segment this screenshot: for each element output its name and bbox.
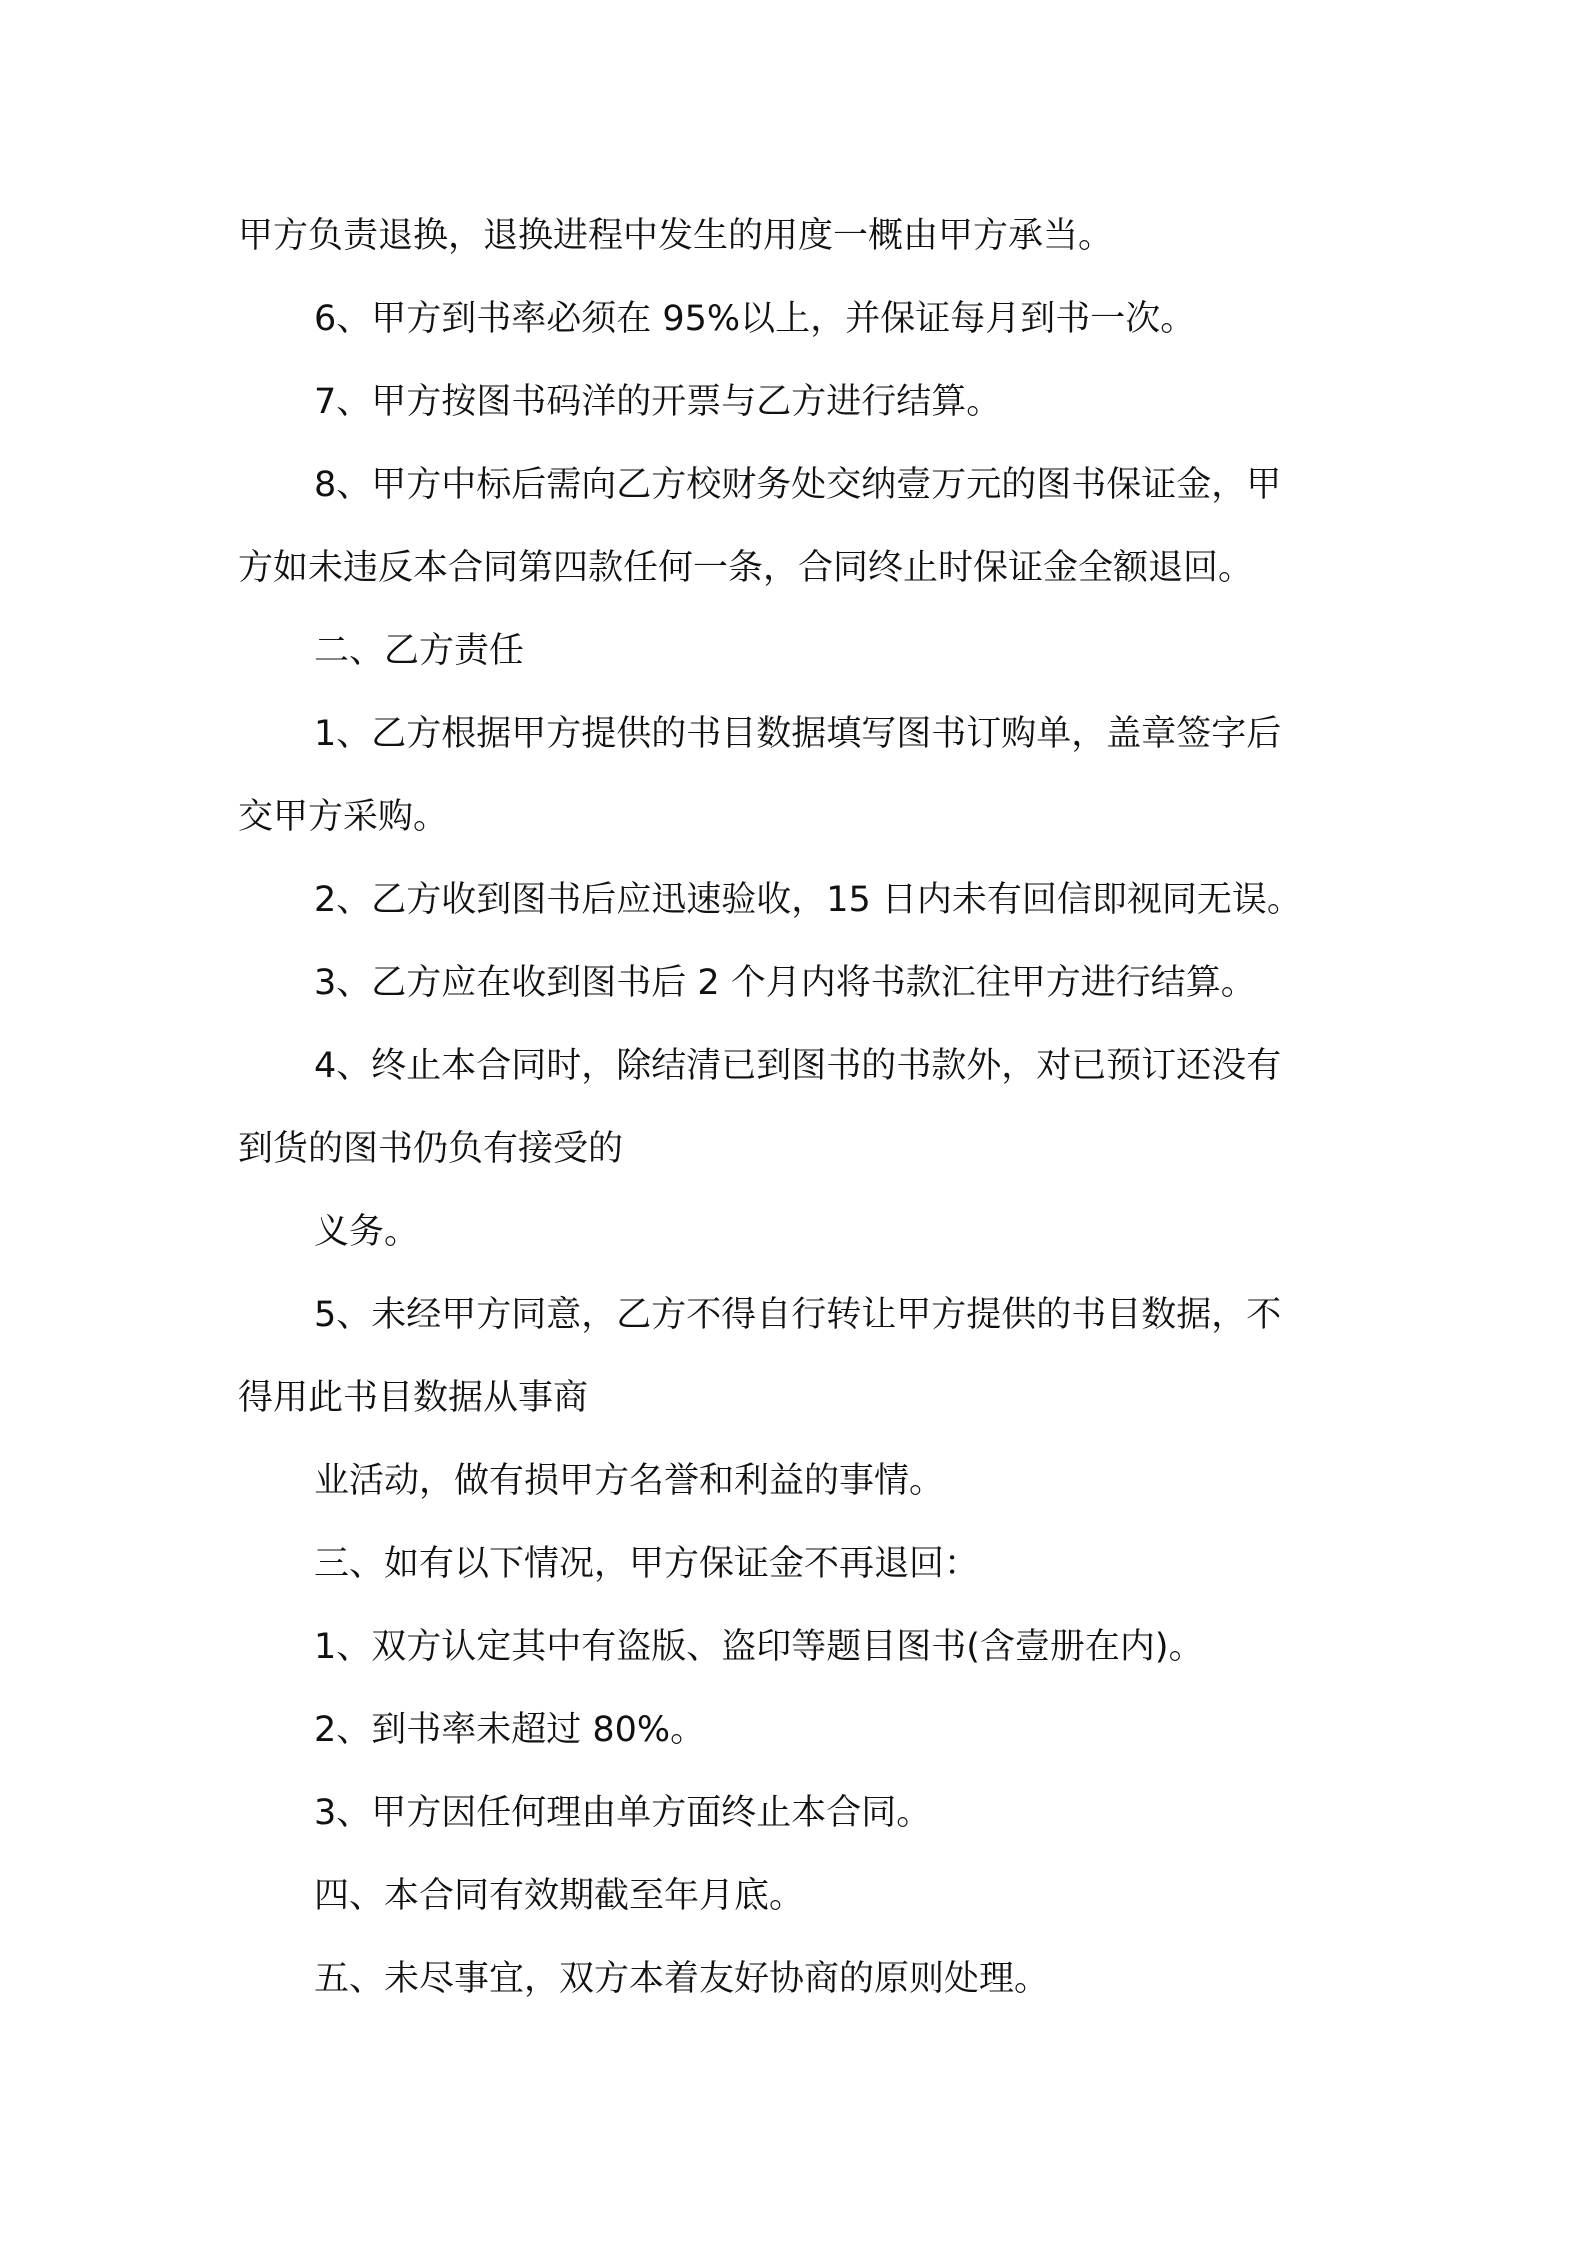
text-line-1: 甲方负责退换，退换进程中发生的用度一概由甲方承当。: [238, 216, 1114, 256]
section-heading-party-b: 二、乙方责任: [314, 631, 525, 671]
text-line-16: 业活动，做有损甲方名誉和利益的事情。: [314, 1461, 945, 1501]
text-line-9: 2、乙方收到图书后应迅速验收，15 日内未有回信即视同无误。: [314, 880, 1302, 920]
text-line-7: 1、乙方根据甲方提供的书目数据填写图书订购单，盖章签字后: [314, 714, 1282, 754]
text-line-8: 交甲方采购。: [238, 797, 449, 837]
text-line-2: 6、甲方到书率必须在 95%以上，并保证每月到书一次。: [314, 299, 1196, 339]
text-line-19: 2、到书率未超过 80%。: [314, 1710, 706, 1750]
text-line-20: 3、甲方因任何理由单方面终止本合同。: [314, 1793, 932, 1833]
text-line-4: 8、甲方中标后需向乙方校财务处交纳壹万元的图书保证金，甲: [314, 465, 1282, 505]
section-heading-deposit: 三、如有以下情况，甲方保证金不再退回：: [314, 1544, 980, 1584]
section-heading-other-matters: 五、未尽事宜，双方本着友好协商的原则处理。: [314, 1959, 1050, 1999]
text-line-10: 3、乙方应在收到图书后 2 个月内将书款汇往甲方进行结算。: [314, 963, 1256, 1003]
text-line-3: 7、甲方按图书码洋的开票与乙方进行结算。: [314, 382, 1002, 422]
section-heading-validity: 四、本合同有效期截至年月底。: [314, 1876, 805, 1916]
contract-text: [238, 195, 1358, 2021]
text-line-13: 义务。: [314, 1212, 420, 1252]
text-line-12: 到货的图书仍负有接受的: [238, 1129, 624, 1169]
text-line-18: 1、双方认定其中有盗版、盗印等题目图书(含壹册在内)。: [314, 1627, 1204, 1667]
text-line-5: 方如未违反本合同第四款任何一条，合同终止时保证金全额退回。: [238, 548, 1254, 588]
text-line-15: 得用此书目数据从事商: [238, 1378, 589, 1418]
text-line-14: 5、未经甲方同意，乙方不得自行转让甲方提供的书目数据，不: [314, 1295, 1282, 1335]
text-line-11: 4、终止本合同时，除结清已到图书的书款外，对已预订还没有: [314, 1046, 1282, 1086]
